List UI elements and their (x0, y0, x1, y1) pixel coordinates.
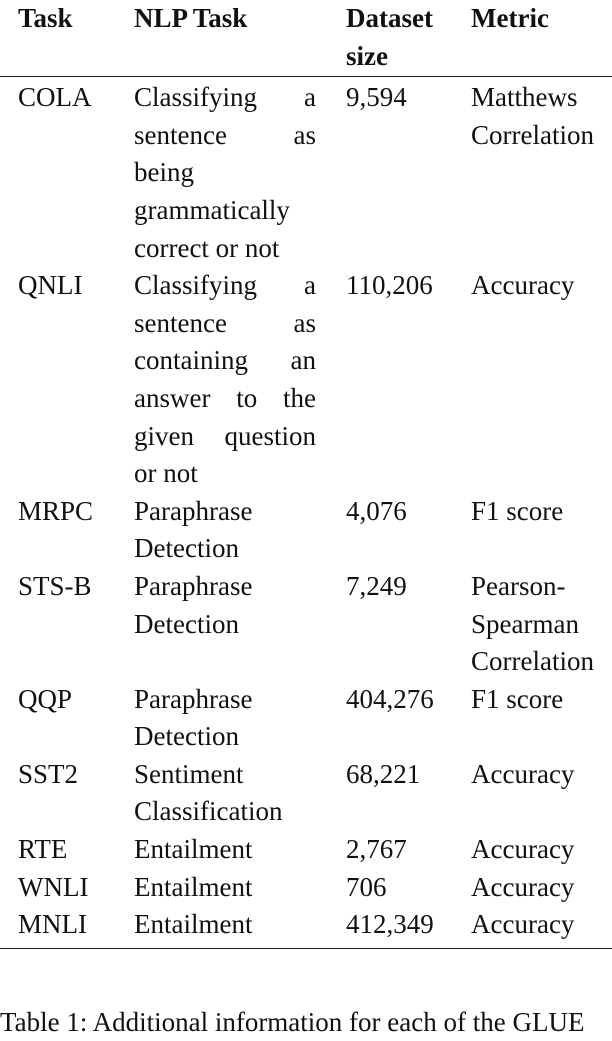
nlp-task-cell-text: Entailment (134, 909, 253, 940)
metric-cell-text: F1 score (471, 495, 564, 526)
metric-cell-text: Accuracy (471, 758, 575, 789)
task-cell-text: WNLI (18, 871, 89, 902)
header-row (0, 0, 612, 77)
dataset-size-cell (346, 77, 471, 267)
nlp-task-cell-text: Paraphrase Detection (134, 495, 253, 564)
metric-cell-text: F1 score (471, 683, 564, 714)
dataset-size-cell (346, 568, 471, 681)
dataset-size-cell (346, 831, 471, 869)
table-row (0, 77, 612, 267)
nlp-task-cell (134, 681, 346, 756)
task-cell-text: MNLI (18, 909, 87, 940)
table-row (0, 906, 612, 948)
dataset-size-cell (346, 493, 471, 568)
nlp-task-cell (134, 77, 346, 267)
task-cell-text: STS-B (18, 570, 92, 601)
dataset-size-cell-text: 412,349 (346, 909, 434, 940)
dataset-size-cell (346, 756, 471, 831)
task-cell (0, 869, 134, 907)
task-cell (0, 568, 134, 681)
table-row (0, 681, 612, 756)
metric-cell (471, 869, 612, 907)
dataset-size-cell-text: 706 (346, 871, 387, 902)
task-cell-text: COLA (18, 82, 92, 113)
metric-cell (471, 756, 612, 831)
nlp-task-cell (134, 831, 346, 869)
metric-cell-text: Accuracy (471, 871, 575, 902)
task-cell (0, 493, 134, 568)
table-row (0, 568, 612, 681)
dataset-size-cell (346, 267, 471, 493)
metric-cell (471, 77, 612, 267)
nlp-task-cell-text: Sentiment Classification (134, 758, 283, 827)
task-cell-text: RTE (18, 834, 68, 865)
dataset-size-cell-text: 9,594 (346, 82, 407, 113)
nlp-task-cell-text: Entailment (134, 871, 253, 902)
dataset-size-cell-text: 7,249 (346, 570, 407, 601)
task-cell (0, 831, 134, 869)
nlp-task-cell (134, 493, 346, 568)
metric-cell-text: Accuracy (471, 909, 575, 940)
header-task: Task (18, 3, 73, 33)
metric-cell (471, 831, 612, 869)
table-body (0, 77, 612, 949)
task-cell (0, 681, 134, 756)
table-row (0, 869, 612, 907)
dataset-size-cell (346, 869, 471, 907)
metric-cell (471, 906, 612, 948)
header-dataset-size (346, 0, 471, 77)
metric-cell (471, 681, 612, 756)
metric-cell (471, 267, 612, 493)
nlp-task-cell-text: Classifying a sentence as being grammatically correct or not (134, 82, 316, 263)
nlp-task-cell (134, 568, 346, 681)
nlp-task-cell (134, 869, 346, 907)
metric-cell-text: Accuracy (471, 270, 575, 301)
nlp-task-cell-text: Paraphrase Detection (134, 683, 253, 752)
task-cell-text: MRPC (18, 495, 94, 526)
dataset-size-cell-text: 110,206 (346, 270, 433, 301)
header-nlp-task: NLP Task (134, 3, 248, 33)
table-row (0, 831, 612, 869)
header-dataset-size-label: Dataset size (346, 3, 433, 71)
dataset-size-cell-text: 4,076 (346, 495, 407, 526)
dataset-size-cell-text: 404,276 (346, 683, 434, 714)
task-cell (0, 267, 134, 493)
dataset-size-cell-text: 68,221 (346, 758, 421, 789)
task-cell-text: QQP (18, 683, 73, 714)
task-cell-text: SST2 (18, 758, 79, 789)
nlp-task-cell-text: Paraphrase Detection (134, 570, 253, 639)
table-row (0, 756, 612, 831)
nlp-task-cell-text: Classifying a sentence as containing an answer to the given question or not (134, 270, 316, 489)
metric-cell-text: Matthews Correlation (471, 82, 594, 150)
metric-cell (471, 493, 612, 568)
task-cell-text: QNLI (18, 270, 83, 301)
nlp-task-cell (134, 267, 346, 493)
task-cell (0, 756, 134, 831)
table-header (0, 0, 612, 77)
dataset-size-cell-text: 2,767 (346, 834, 407, 865)
header-metric: Metric (471, 3, 549, 33)
nlp-task-cell-text: Entailment (134, 834, 253, 865)
metric-cell-text: Accuracy (471, 834, 575, 865)
nlp-task-cell (134, 906, 346, 948)
metric-cell-text: Pearson-Spearman Correlation (471, 570, 594, 677)
dataset-size-cell (346, 906, 471, 948)
metric-cell (471, 568, 612, 681)
nlp-task-cell (134, 756, 346, 831)
table-row (0, 267, 612, 493)
task-cell (0, 77, 134, 267)
task-cell (0, 906, 134, 948)
table-row (0, 493, 612, 568)
table-caption: Table 1: Additional information for each of the GLUE (0, 1007, 585, 1037)
dataset-size-cell (346, 681, 471, 756)
